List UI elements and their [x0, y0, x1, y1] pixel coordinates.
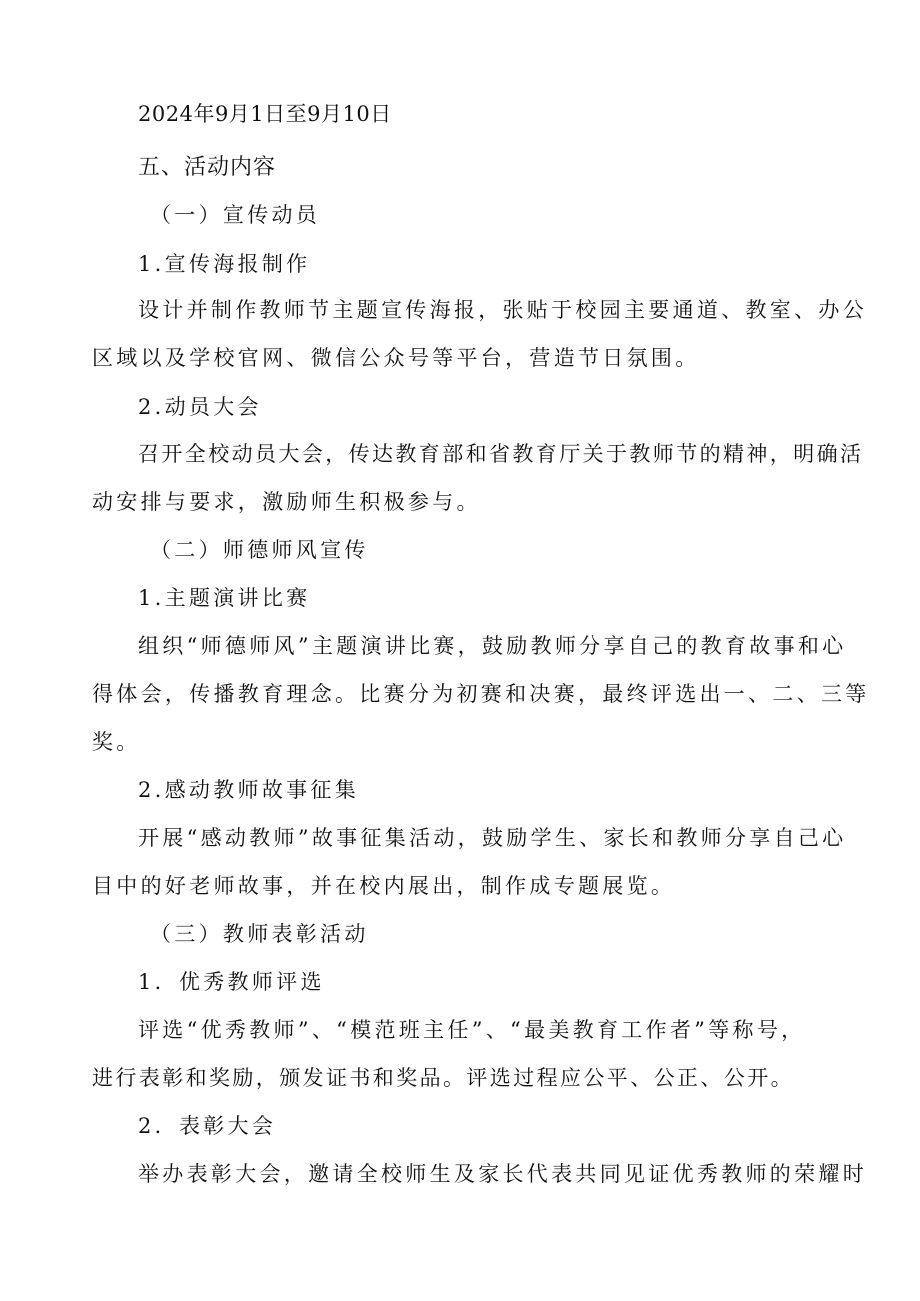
subsection-title: （二）师德师风宣传: [150, 538, 369, 562]
paragraph-line: 举办表彰大会，邀请全校师生及家长代表共同见证优秀教师的荣耀时: [138, 1162, 867, 1186]
paragraph-line: 奖。: [92, 730, 141, 754]
section-heading: 五、活动内容: [138, 155, 277, 180]
paragraph-line: 区域以及学校官网、微信公众号等平台，营造节日氛围。: [92, 346, 700, 370]
paragraph-line: 设计并制作教师节主题宣传海报，张贴于校园主要通道、教室、办公: [138, 298, 867, 322]
subsection-title: （一）宣传动员: [150, 203, 321, 227]
item-title: 2．表彰大会: [138, 1114, 277, 1138]
paragraph-line: 组织“师德师风”主题演讲比赛，鼓励教师分享自己的教育故事和心: [138, 634, 847, 658]
item-title: 2.感动教师故事征集: [138, 778, 360, 802]
item-title: 1．优秀教师评选: [138, 970, 325, 994]
paragraph-line: 评选“优秀教师”、“模范班主任”、“最美教育工作者”等称号，: [138, 1018, 806, 1042]
paragraph-line: 目中的好老师故事，并在校内展出，制作成专题展览。: [92, 874, 676, 898]
paragraph-line: 召开全校动员大会，传达教育部和省教育厅关于教师节的精神，明确活: [138, 442, 864, 466]
item-title: 1.主题演讲比赛: [138, 586, 311, 610]
paragraph-line: 开展“感动教师”故事征集活动，鼓励学生、家长和教师分享自己心: [138, 826, 847, 850]
paragraph-line: 进行表彰和奖励，颁发证书和奖品。评选过程应公平、公正、公开。: [92, 1066, 794, 1090]
item-title: 1.宣传海报制作: [138, 252, 311, 276]
paragraph-line: 动安排与要求，激励师生积极参与。: [92, 490, 481, 514]
subsection-title: （三）教师表彰活动: [150, 922, 369, 946]
date-range: 2024年9月1日至9月10日: [138, 102, 392, 126]
item-title: 2.动员大会: [138, 395, 262, 419]
paragraph-line: 得体会，传播教育理念。比赛分为初赛和决赛，最终评选出一、二、三等: [92, 682, 870, 706]
